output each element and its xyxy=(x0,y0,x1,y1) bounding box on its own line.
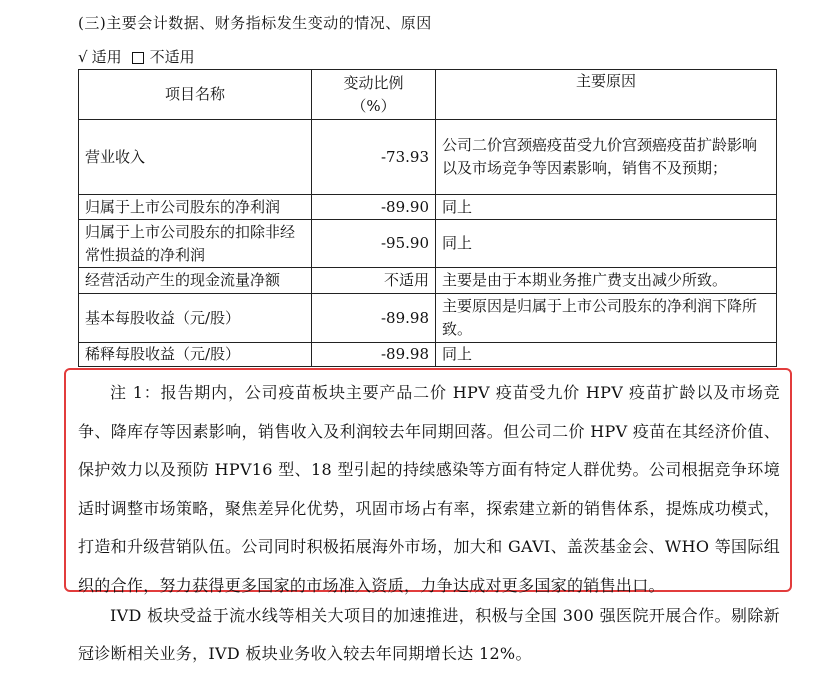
row-reason: 同上 xyxy=(436,220,777,268)
ivd-paragraph: IVD 板块受益于流水线等相关大项目的加速推进，积极与全国 300 强医院开展合作。剔除新冠诊断相关业务，IVD 板块业务收入较去年同期增长达 12%。 xyxy=(78,606,780,663)
check-mark-icon: √ xyxy=(78,47,88,66)
row-reason: 同上 xyxy=(436,195,777,220)
row-ratio: -73.93 xyxy=(312,120,436,195)
header-ratio xyxy=(312,70,436,120)
table-header-row xyxy=(79,70,777,120)
row-ratio: 不适用 xyxy=(312,268,436,294)
row-item: 稀释每股收益（元/股） xyxy=(79,343,312,367)
row-reason: 主要是由于本期业务推广费支出减少所致。 xyxy=(436,268,777,294)
note-1: 注 1：报告期内，公司疫苗板块主要产品二价 HPV 疫苗受九价 HPV 疫苗扩龄以及市场竞争、降库存等因素影响，销售收入及利润较去年同期回落。但公司二价 HPV 疫苗在其经济价值、保护效力以及预防 HPV16 型、18 型引起的持续感染等方面有特定人群优势。公司根据竞争环境适时调整市场策略，聚焦差异化优势，巩固市场占有率，探索建立新的销售体系，提炼成功模式，打造和升级营销队伍。公司同时积极拓展海外市场，加大和 GAVI、盖茨基金会、WHO 等国际组织的合作，努力获得更多国家的市场准入资质，力争达成对更多国家的销售出口。 xyxy=(78,383,780,595)
table-row xyxy=(79,268,777,294)
table-row xyxy=(79,195,777,220)
table-row xyxy=(79,343,777,367)
applicability-line xyxy=(78,46,195,67)
table-row xyxy=(79,220,777,268)
not-applicable-label: 不适用 xyxy=(149,48,195,66)
applicable-label: 适用 xyxy=(91,48,122,66)
row-item: 归属于上市公司股东的净利润 xyxy=(79,195,312,220)
row-item: 基本每股收益（元/股） xyxy=(79,294,312,343)
table-row xyxy=(79,294,777,343)
header-ratio-line2: （%） xyxy=(351,96,396,115)
table-row xyxy=(79,120,777,195)
header-item: 项目名称 xyxy=(79,70,312,120)
row-ratio: -89.98 xyxy=(312,343,436,367)
checkbox-icon xyxy=(132,52,144,64)
row-reason: 主要原因是归属于上市公司股东的净利润下降所致。 xyxy=(436,294,777,343)
header-reason: 主要原因 xyxy=(436,70,777,120)
section-heading: (三)主要会计数据、财务指标发生变动的情况、原因 xyxy=(78,14,432,32)
row-ratio: -89.90 xyxy=(312,195,436,220)
row-item: 营业收入 xyxy=(79,120,312,195)
header-ratio-line1: 变动比例 xyxy=(343,73,404,92)
row-item: 归属于上市公司股东的扣除非经常性损益的净利润 xyxy=(79,220,312,268)
financial-change-table xyxy=(78,69,777,367)
row-ratio: -89.98 xyxy=(312,294,436,343)
row-reason: 同上 xyxy=(436,343,777,367)
row-reason: 公司二价宫颈癌疫苗受九价宫颈癌疫苗扩龄影响以及市场竞争等因素影响，销售不及预期； xyxy=(436,120,777,195)
row-item: 经营活动产生的现金流量净额 xyxy=(79,268,312,294)
row-ratio: -95.90 xyxy=(312,220,436,268)
